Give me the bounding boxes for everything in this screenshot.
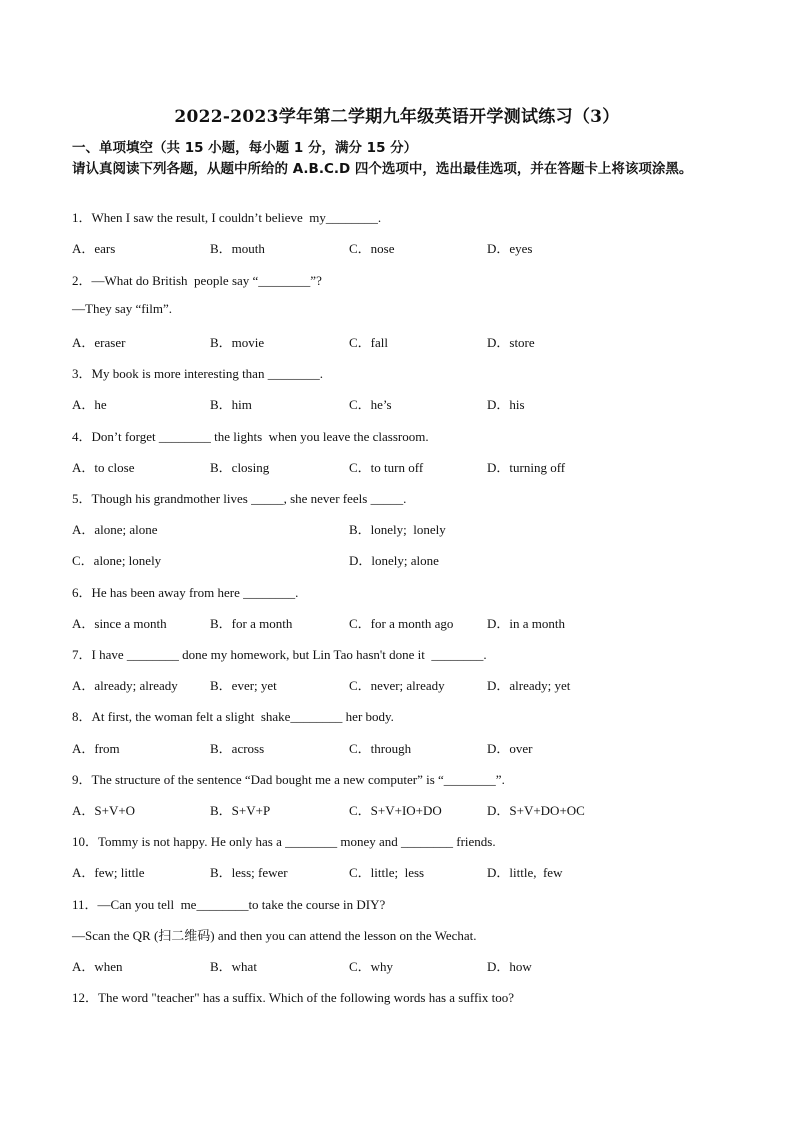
question-1-stem: 1．When I saw the result, I couldn’t believe my________. — [72, 210, 382, 225]
question-5-stem: 5．Though his grandmother lives _____, she never feels _____. — [72, 491, 407, 506]
q5-option-a: A．alone; alone — [72, 522, 158, 537]
q2-option-b: B．movie — [210, 335, 265, 350]
q11-option-c: C．why — [349, 959, 394, 974]
q7-option-a: A．already; already — [72, 678, 178, 693]
q6-option-d: D．in a month — [487, 616, 565, 631]
q3-option-d: D．his — [487, 397, 525, 412]
page-title: 2022-2023学年第二学期九年级英语开学测试练习（3） — [174, 107, 620, 127]
question-9-stem: 9．The structure of the sentence “Dad bought me a new computer” is “________”. — [72, 772, 505, 787]
q7-option-d: D．already; yet — [487, 678, 571, 693]
q6-option-b: B．for a month — [210, 616, 293, 631]
question-2-stem-line2: —They say “film”. — [72, 301, 172, 316]
question-8-stem: 8．At first, the woman felt a slight shake________ her body. — [72, 709, 394, 724]
q2-option-a: A．eraser — [72, 335, 126, 350]
q11-option-b: B．what — [210, 959, 257, 974]
q4-option-a: A．to close — [72, 460, 135, 475]
q6-option-a: A．since a month — [72, 616, 167, 631]
q9-option-a: A．S+V+O — [72, 803, 136, 818]
q3-option-b: B．him — [210, 397, 252, 412]
q3-option-c: C．he’s — [349, 397, 392, 412]
question-11-stem-line2: —Scan the QR (扫二维码) and then you can attend the lesson on the Wechat. — [72, 928, 477, 943]
question-7-stem: 7．I have ________ done my homework, but Lin Tao hasn't done it ________. — [72, 647, 487, 662]
question-12-stem: 12．The word "teacher" has a suffix. Which of the following words has a suffix too? — [72, 990, 515, 1005]
q6-option-c: C．for a month ago — [349, 616, 454, 631]
q4-option-c: C．to turn off — [349, 460, 424, 475]
q8-option-c: C．through — [349, 741, 412, 756]
q10-option-a: A．few; little — [72, 865, 145, 880]
q11-option-a: A．when — [72, 959, 123, 974]
question-3-stem: 3．My book is more interesting than ________. — [72, 366, 323, 381]
q3-option-a: A．he — [72, 397, 107, 412]
q2-option-d: D．store — [487, 335, 535, 350]
q1-option-c: C．nose — [349, 241, 395, 256]
q2-option-c: C．fall — [349, 335, 388, 350]
q10-option-d: D．little, few — [487, 865, 563, 880]
q8-option-b: B．across — [210, 741, 265, 756]
q10-option-c: C．little; less — [349, 865, 425, 880]
q8-option-a: A．from — [72, 741, 120, 756]
question-6-stem: 6．He has been away from here ________. — [72, 585, 299, 600]
section-heading: 一、单项填空（共 15 小题，每小题 1 分，满分 15 分） — [72, 140, 418, 156]
section-instruction: 请认真阅读下列各题，从题中所给的 A.B.C.D 四个选项中，选出最佳选项，并在答题卡上将该项涂黑。 — [72, 161, 693, 177]
q11-option-d: D．how — [487, 959, 532, 974]
question-10-stem: 10．Tommy is not happy. He only has a ________ money and ________ friends. — [72, 834, 496, 849]
q9-option-b: B．S+V+P — [210, 803, 271, 818]
q5-option-d: D．lonely; alone — [349, 553, 439, 568]
question-11-stem: 11．—Can you tell me________to take the course in DIY? — [72, 897, 386, 912]
q9-option-d: D．S+V+DO+OC — [487, 803, 585, 818]
q10-option-b: B．less; fewer — [210, 865, 288, 880]
q1-option-b: B．mouth — [210, 241, 265, 256]
q9-option-c: C．S+V+IO+DO — [349, 803, 442, 818]
q4-option-b: B．closing — [210, 460, 270, 475]
q5-option-b: B．lonely; lonely — [349, 522, 446, 537]
q5-option-c: C．alone; lonely — [72, 553, 162, 568]
q1-option-a: A．ears — [72, 241, 116, 256]
q7-option-b: B．ever; yet — [210, 678, 277, 693]
question-4-stem: 4．Don’t forget ________ the lights when you leave the classroom. — [72, 429, 429, 444]
q7-option-c: C．never; already — [349, 678, 445, 693]
question-2-stem: 2．—What do British people say “________”? — [72, 273, 322, 288]
q1-option-d: D．eyes — [487, 241, 533, 256]
q4-option-d: D．turning off — [487, 460, 566, 475]
q8-option-d: D．over — [487, 741, 533, 756]
